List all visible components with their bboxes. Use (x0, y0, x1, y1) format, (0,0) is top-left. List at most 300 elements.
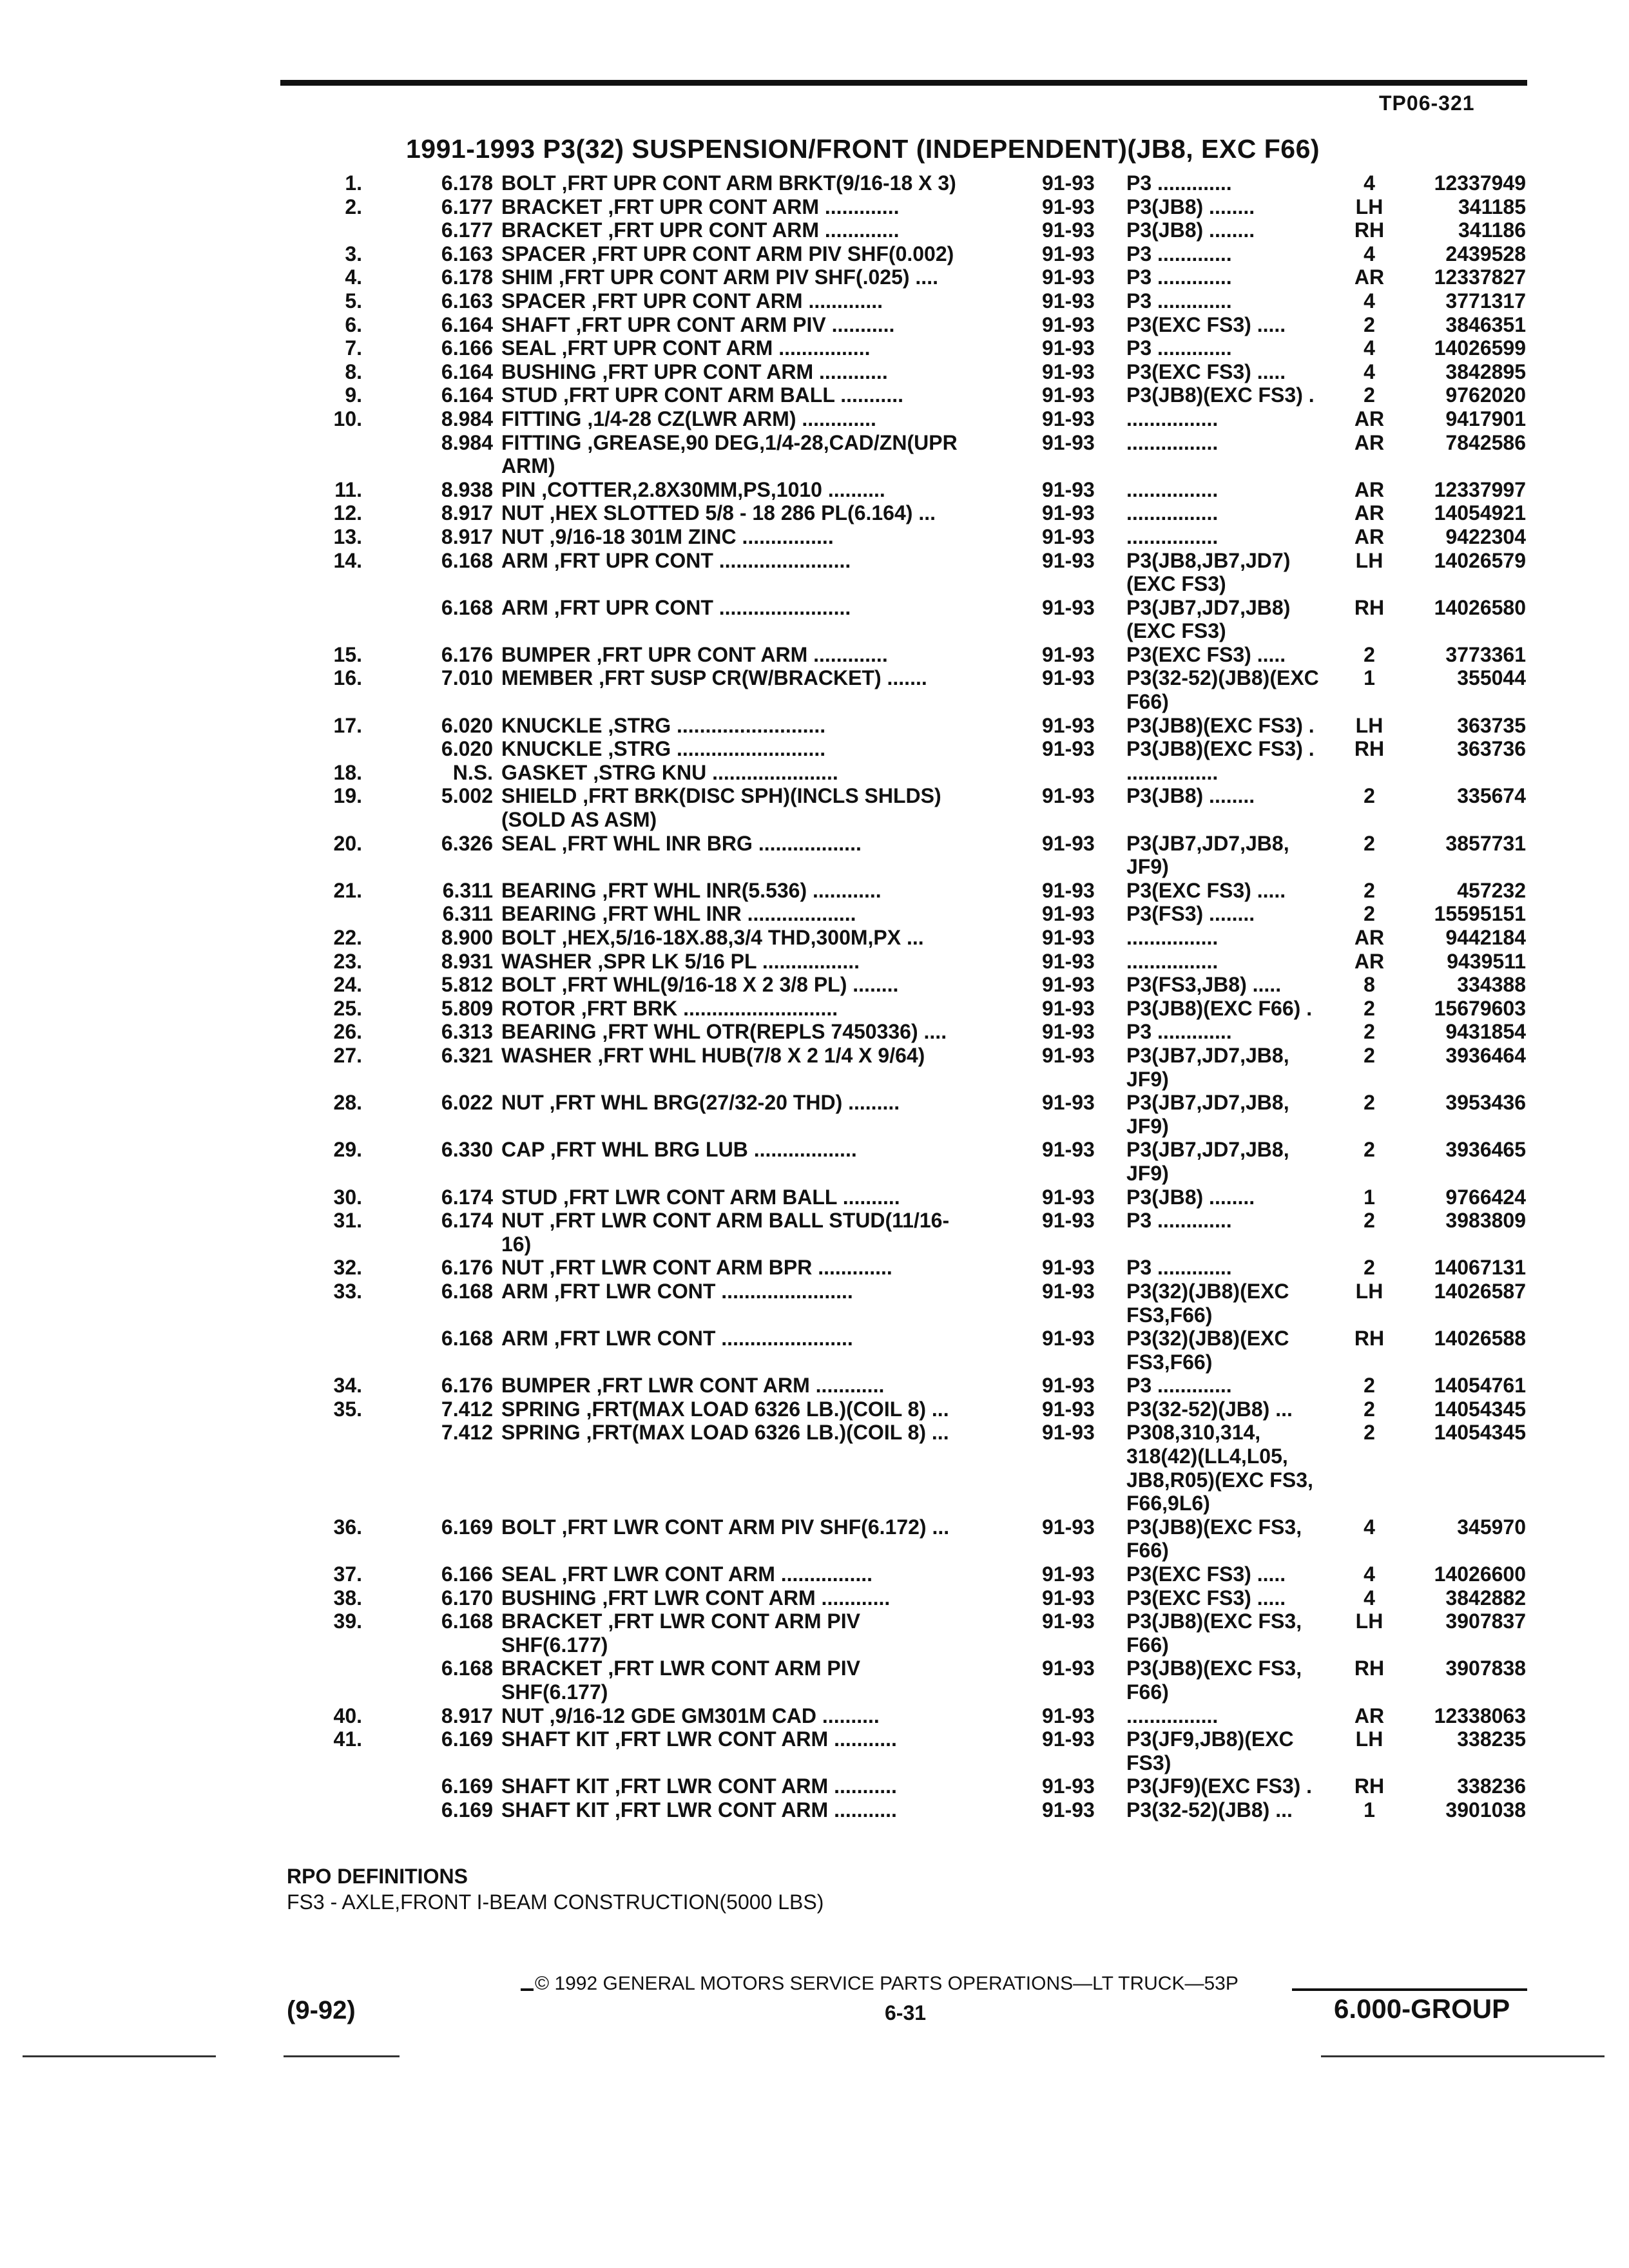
model-years: 91-93 (1042, 265, 1095, 289)
model-years: 91-93 (1042, 1020, 1095, 1044)
part-number: 12337827 (1434, 265, 1526, 289)
part-description: ARM ,FRT UPR CONT ....................... (501, 548, 851, 572)
group-number: 8.984 (441, 407, 493, 430)
table-row (0, 1539, 1629, 1562)
item-number: 33. (333, 1279, 362, 1303)
part-description: BUSHING ,FRT LWR CONT ARM ............ (501, 1586, 891, 1610)
quantity: 1 (1364, 666, 1375, 690)
quantity: RH (1354, 1774, 1385, 1798)
part-number: 14026579 (1434, 548, 1526, 572)
model-usage: P3 ............. (1126, 1209, 1232, 1233)
group-number: 6.163 (441, 242, 493, 265)
quantity: AR (1354, 524, 1385, 548)
part-number: 355044 (1457, 666, 1526, 690)
item-number: 15. (333, 642, 362, 666)
item-number: 5. (345, 289, 362, 312)
part-number: 334388 (1457, 973, 1526, 997)
model-years: 91-93 (1042, 524, 1095, 548)
page-title: 1991-1993 P3(32) SUSPENSION/FRONT (INDEPENDENT)(JB8, EXC F66) (406, 134, 1320, 164)
group-number: 8.931 (441, 949, 493, 973)
item-number: 24. (333, 973, 362, 997)
model-years: 91-93 (1042, 1421, 1095, 1445)
top-rule (280, 80, 1527, 86)
model-usage: P3(32-52)(JB8)(EXC (1126, 666, 1319, 690)
model-years: 91-93 (1042, 949, 1095, 973)
table-row (0, 1586, 1629, 1610)
item-number: 29. (333, 1138, 362, 1162)
part-number: 3953436 (1445, 1091, 1526, 1115)
table-row (0, 690, 1629, 714)
quantity: 2 (1364, 1421, 1375, 1445)
part-description: CAP ,FRT WHL BRG LUB .................. (501, 1138, 857, 1162)
quantity: 4 (1364, 289, 1375, 312)
item-number: 21. (333, 878, 362, 902)
quantity: 2 (1364, 1374, 1375, 1398)
model-usage: FS3,F66) (1126, 1350, 1213, 1374)
model-years: 91-93 (1042, 642, 1095, 666)
table-row (0, 1280, 1629, 1303)
model-years: 91-93 (1042, 878, 1095, 902)
part-number: 14054761 (1434, 1374, 1526, 1398)
model-years: 91-93 (1042, 430, 1095, 454)
group-number: 6.169 (441, 1727, 493, 1751)
part-description: FITTING ,GREASE,90 DEG,1/4-28,CAD/ZN(UPR (501, 430, 958, 454)
group-number: 6.168 (441, 1610, 493, 1633)
item-number: 14. (333, 548, 362, 572)
part-number: 9422304 (1445, 524, 1526, 548)
quantity: AR (1354, 430, 1385, 454)
item-number: 8. (345, 360, 362, 383)
quantity: 2 (1364, 1397, 1375, 1421)
item-number: 13. (333, 524, 362, 548)
item-number: 32. (333, 1256, 362, 1280)
model-usage: ................ (1126, 926, 1219, 949)
model-usage: P3(JB8)(EXC FS3, (1126, 1610, 1302, 1633)
part-description: BUSHING ,FRT UPR CONT ARM ............ (501, 360, 888, 383)
footer-rule-right (1292, 1988, 1527, 1991)
table-row (0, 1091, 1629, 1115)
part-description: SHF(6.177) (501, 1633, 608, 1657)
part-description: BOLT ,FRT LWR CONT ARM PIV SHF(6.172) ... (501, 1515, 950, 1539)
part-number: 2439528 (1445, 242, 1526, 265)
model-years: 91-93 (1042, 195, 1095, 218)
model-usage: P3(JB8) ........ (1126, 195, 1255, 218)
model-usage: P3(32-52)(JB8) ... (1126, 1397, 1293, 1421)
model-usage: (EXC FS3) (1126, 619, 1226, 643)
part-number: 338235 (1457, 1727, 1526, 1751)
model-usage: P3(JB8)(EXC FS3) . (1126, 737, 1315, 761)
part-description: BRACKET ,FRT LWR CONT ARM PIV (501, 1610, 860, 1633)
part-description: SHAFT KIT ,FRT LWR CONT ARM ........... (501, 1798, 897, 1821)
table-row (0, 1209, 1629, 1233)
quantity: RH (1354, 1657, 1385, 1680)
part-number: 3842882 (1445, 1586, 1526, 1610)
part-number: 9431854 (1445, 1020, 1526, 1044)
quantity: 2 (1364, 996, 1375, 1020)
model-usage: P3(JB8)(EXC FS3, (1126, 1515, 1302, 1539)
group-number: 8.938 (441, 477, 493, 501)
footer-rule-left (521, 1988, 534, 1991)
model-usage: P3(EXC FS3) ..... (1126, 1586, 1286, 1610)
model-usage: P3(JB7,JD7,JB8, (1126, 1043, 1289, 1067)
part-description: BEARING ,FRT WHL INR(5.536) ............ (501, 878, 882, 902)
model-usage: P3(JB7,JD7,JB8) (1126, 595, 1291, 619)
table-row (0, 926, 1629, 950)
quantity: 4 (1364, 1586, 1375, 1610)
item-number: 2. (345, 195, 362, 218)
table-row (0, 1798, 1629, 1822)
group-number: 6.168 (441, 548, 493, 572)
table-row (0, 336, 1629, 360)
part-number: 15679603 (1434, 996, 1526, 1020)
model-years: 91-93 (1042, 1209, 1095, 1233)
part-number: 3773361 (1445, 642, 1526, 666)
model-years: 91-93 (1042, 1657, 1095, 1680)
table-row (0, 1303, 1629, 1327)
quantity: 2 (1364, 1020, 1375, 1044)
model-usage: FS3,F66) (1126, 1303, 1213, 1327)
part-number: 9417901 (1445, 407, 1526, 430)
model-years: 91-93 (1042, 831, 1095, 855)
model-years: 91-93 (1042, 1185, 1095, 1209)
item-number: 38. (333, 1586, 362, 1610)
quantity: 2 (1364, 878, 1375, 902)
model-usage: P3(JB8)(EXC FS3, (1126, 1657, 1302, 1680)
model-years: 91-93 (1042, 996, 1095, 1020)
quantity: LH (1355, 1279, 1383, 1303)
part-number: 3936465 (1445, 1138, 1526, 1162)
group-number: 6.166 (441, 1562, 493, 1586)
table-row (0, 832, 1629, 856)
item-number: 31. (333, 1209, 362, 1233)
table-row (0, 1751, 1629, 1775)
model-years: 91-93 (1042, 1327, 1095, 1350)
quantity: AR (1354, 407, 1385, 430)
item-number: 12. (333, 501, 362, 525)
model-years: 91-93 (1042, 595, 1095, 619)
group-number: 6.321 (441, 1043, 493, 1067)
item-number: 26. (333, 1020, 362, 1044)
model-usage: ................ (1126, 760, 1219, 784)
model-usage: JF9) (1126, 1114, 1169, 1138)
model-years: 91-93 (1042, 1774, 1095, 1798)
quantity: 4 (1364, 171, 1375, 195)
part-description: BOLT ,FRT UPR CONT ARM BRKT(9/16-18 X 3) (501, 171, 956, 195)
table-row (0, 879, 1629, 903)
part-description: NUT ,9/16-18 301M ZINC ................ (501, 524, 834, 548)
group-number: 6.168 (441, 1327, 493, 1350)
model-usage: P3(FS3,JB8) ..... (1126, 973, 1282, 997)
part-description: BEARING ,FRT WHL INR ................... (501, 902, 856, 926)
model-usage: P3(JB8) ........ (1126, 218, 1255, 242)
model-years: 91-93 (1042, 336, 1095, 360)
model-usage: P3(EXC FS3) ..... (1126, 360, 1286, 383)
model-years: 91-93 (1042, 666, 1095, 690)
table-row (0, 902, 1629, 926)
quantity: 2 (1364, 902, 1375, 926)
table-row (0, 289, 1629, 313)
group-number: 6.178 (441, 265, 493, 289)
item-number: 39. (333, 1610, 362, 1633)
model-years: 91-93 (1042, 218, 1095, 242)
model-usage: FS3) (1126, 1751, 1171, 1774)
part-description: (SOLD AS ASM) (501, 808, 657, 832)
group-number: 6.020 (441, 737, 493, 761)
model-years: 91-93 (1042, 548, 1095, 572)
table-row (0, 1680, 1629, 1704)
part-number: 3771317 (1445, 289, 1526, 312)
quantity: RH (1354, 218, 1385, 242)
table-row (0, 572, 1629, 596)
quantity: 2 (1364, 784, 1375, 808)
part-number: 14067131 (1434, 1256, 1526, 1280)
part-description: FITTING ,1/4-28 CZ(LWR ARM) ............. (501, 407, 876, 430)
table-row (0, 1727, 1629, 1751)
part-description: SPACER ,FRT UPR CONT ARM PIV SHF(0.002) (501, 242, 954, 265)
model-usage: F66) (1126, 1680, 1169, 1704)
rpo-line: FS3 - AXLE,FRONT I-BEAM CONSTRUCTION(5000 LBS) (287, 1890, 824, 1914)
part-number: 9442184 (1445, 926, 1526, 949)
model-usage: P3(EXC FS3) ..... (1126, 312, 1286, 336)
part-number: 345970 (1457, 1515, 1526, 1539)
part-description: SPRING ,FRT(MAX LOAD 6326 LB.)(COIL 8) ... (501, 1421, 949, 1445)
item-number: 17. (333, 713, 362, 737)
part-description: NUT ,FRT LWR CONT ARM BALL STUD(11/16- (501, 1209, 950, 1233)
table-row (0, 1398, 1629, 1421)
part-description: ARM ,FRT LWR CONT ....................... (501, 1327, 853, 1350)
model-years: 91-93 (1042, 1397, 1095, 1421)
quantity: 2 (1364, 1091, 1375, 1115)
part-description: MEMBER ,FRT SUSP CR(W/BRACKET) ....... (501, 666, 927, 690)
part-description: SHAFT ,FRT UPR CONT ARM PIV ........... (501, 312, 895, 336)
part-description: BEARING ,FRT WHL OTR(REPLS 7450336) .... (501, 1020, 947, 1044)
quantity: 8 (1364, 973, 1375, 997)
part-description: SHAFT KIT ,FRT LWR CONT ARM ........... (501, 1727, 897, 1751)
table-row (0, 855, 1629, 879)
table-row (0, 1610, 1629, 1633)
model-years: 91-93 (1042, 289, 1095, 312)
quantity: LH (1355, 1610, 1383, 1633)
group-number: 6.020 (441, 713, 493, 737)
part-number: 338236 (1457, 1774, 1526, 1798)
model-usage: P3(JB8) ........ (1126, 784, 1255, 808)
quantity: RH (1354, 737, 1385, 761)
part-number: 14026588 (1434, 1327, 1526, 1350)
group-number: 6.166 (441, 336, 493, 360)
model-years: 91-93 (1042, 171, 1095, 195)
group-number: 8.917 (441, 524, 493, 548)
model-usage: 318(42)(LL4,L05, (1126, 1445, 1288, 1468)
part-description: STUD ,FRT LWR CONT ARM BALL .......... (501, 1185, 900, 1209)
group-number: 7.412 (441, 1421, 493, 1445)
table-row (0, 431, 1629, 455)
part-description: BRACKET ,FRT LWR CONT ARM PIV (501, 1657, 860, 1680)
quantity: LH (1355, 548, 1383, 572)
model-usage: ................ (1126, 1704, 1219, 1727)
model-years: 91-93 (1042, 1610, 1095, 1633)
quantity: 2 (1364, 642, 1375, 666)
part-number: 14026599 (1434, 336, 1526, 360)
quantity: 2 (1364, 312, 1375, 336)
quantity: LH (1355, 1727, 1383, 1751)
part-description: KNUCKLE ,STRG .......................... (501, 713, 826, 737)
model-usage: P3 ............. (1126, 1020, 1232, 1044)
model-years: 91-93 (1042, 1374, 1095, 1398)
table-row (0, 1421, 1629, 1445)
group-number: 6.313 (441, 1020, 493, 1044)
bottom-rule-left (23, 2055, 216, 2057)
model-years: 91-93 (1042, 1798, 1095, 1821)
part-number: 3936464 (1445, 1043, 1526, 1067)
quantity: 2 (1364, 1256, 1375, 1280)
model-years: 91-93 (1042, 1586, 1095, 1610)
item-number: 19. (333, 784, 362, 808)
model-usage: F66) (1126, 1633, 1169, 1657)
part-number: 12338063 (1434, 1704, 1526, 1727)
table-row (0, 1633, 1629, 1657)
table-row (0, 1044, 1629, 1068)
model-years: 91-93 (1042, 784, 1095, 808)
table-row (0, 1020, 1629, 1044)
table-row (0, 761, 1629, 785)
part-number: 9439511 (1447, 949, 1526, 973)
model-usage: (EXC FS3) (1126, 572, 1226, 596)
item-number: 40. (333, 1704, 362, 1727)
group-number: 6.169 (441, 1774, 493, 1798)
quantity: 2 (1364, 1043, 1375, 1067)
model-years: 91-93 (1042, 737, 1095, 761)
item-number: 37. (333, 1562, 362, 1586)
model-years: 91-93 (1042, 477, 1095, 501)
table-row (0, 1327, 1629, 1350)
item-number: 41. (333, 1727, 362, 1751)
part-description: SEAL ,FRT UPR CONT ARM ................ (501, 336, 871, 360)
model-usage: F66) (1126, 690, 1169, 714)
part-number: 14054345 (1434, 1397, 1526, 1421)
table-row (0, 383, 1629, 407)
model-usage: P3(JB8)(EXC F66) . (1126, 996, 1313, 1020)
table-row (0, 454, 1629, 478)
table-row (0, 714, 1629, 738)
group-number: 6.174 (441, 1209, 493, 1233)
part-number: 3857731 (1445, 831, 1526, 855)
model-usage: P3(JB7,JD7,JB8, (1126, 1138, 1289, 1162)
part-number: 335674 (1457, 784, 1526, 808)
model-usage: F66,9L6) (1126, 1492, 1210, 1515)
table-row (0, 195, 1629, 219)
part-number: 9762020 (1445, 383, 1526, 407)
table-row (0, 478, 1629, 502)
part-description: NUT ,FRT WHL BRG(27/32-20 THD) ......... (501, 1091, 900, 1115)
group-number: 8.900 (441, 926, 493, 949)
model-usage: P3(JB8)(EXC FS3) . (1126, 713, 1315, 737)
model-usage: ................ (1126, 407, 1219, 430)
model-years: 91-93 (1042, 312, 1095, 336)
date-code: (9-92) (287, 1996, 356, 2024)
table-row (0, 242, 1629, 266)
item-number: 25. (333, 996, 362, 1020)
model-usage: JF9) (1126, 1161, 1169, 1185)
model-years: 91-93 (1042, 1704, 1095, 1727)
item-number: 7. (345, 336, 362, 360)
page-code: TP06-321 (1379, 91, 1475, 115)
group-number: 6.163 (441, 289, 493, 312)
table-row (0, 313, 1629, 337)
model-usage: JB8,R05)(EXC FS3, (1126, 1468, 1313, 1492)
part-description: SHIELD ,FRT BRK(DISC SPH)(INCLS SHLDS) (501, 784, 941, 808)
table-row (0, 1562, 1629, 1586)
model-years: 91-93 (1042, 1138, 1095, 1162)
model-usage: JF9) (1126, 1067, 1169, 1091)
model-years: 91-93 (1042, 1043, 1095, 1067)
table-row (0, 950, 1629, 974)
model-years: 91-93 (1042, 501, 1095, 525)
item-number: 4. (345, 265, 362, 289)
model-years: 91-93 (1042, 1279, 1095, 1303)
quantity: 4 (1364, 360, 1375, 383)
item-number: 18. (333, 760, 362, 784)
quantity: 2 (1364, 831, 1375, 855)
table-row (0, 808, 1629, 832)
part-number: 12337949 (1434, 171, 1526, 195)
table-row (0, 784, 1629, 808)
group-number: 6.176 (441, 642, 493, 666)
group-number: 5.002 (441, 784, 493, 808)
part-description: SPRING ,FRT(MAX LOAD 6326 LB.)(COIL 8) ... (501, 1397, 949, 1421)
part-number: 14026587 (1434, 1279, 1526, 1303)
model-usage: P3 ............. (1126, 1256, 1232, 1280)
model-usage: P3(32)(JB8)(EXC (1126, 1279, 1289, 1303)
quantity: 4 (1364, 1562, 1375, 1586)
group-number: 6.178 (441, 171, 493, 195)
model-usage: P3(EXC FS3) ..... (1126, 1562, 1286, 1586)
quantity: 1 (1364, 1185, 1375, 1209)
table-row (0, 218, 1629, 242)
item-number: 23. (333, 949, 362, 973)
part-description: SEAL ,FRT LWR CONT ARM ................ (501, 1562, 872, 1586)
table-row (0, 619, 1629, 643)
group-number: 6.177 (441, 218, 493, 242)
model-usage: P3(JB8) ........ (1126, 1185, 1255, 1209)
part-description: BRACKET ,FRT UPR CONT ARM ............. (501, 218, 900, 242)
group-number: 6.164 (441, 383, 493, 407)
quantity: 1 (1364, 1798, 1375, 1821)
model-usage: P3 ............. (1126, 1374, 1232, 1398)
model-years: 91-93 (1042, 407, 1095, 430)
table-row (0, 997, 1629, 1021)
item-number: 9. (345, 383, 362, 407)
model-usage: P3 ............. (1126, 242, 1232, 265)
part-number: 15595151 (1434, 902, 1526, 926)
item-number: 27. (333, 1043, 362, 1067)
part-number: 3907837 (1445, 1610, 1526, 1633)
group-number: 6.168 (441, 1279, 493, 1303)
group-number: 6.168 (441, 1657, 493, 1680)
part-number: 7842586 (1445, 430, 1526, 454)
group-number: 7.010 (441, 666, 493, 690)
table-row (0, 1162, 1629, 1186)
table-row (0, 549, 1629, 573)
item-number: 3. (345, 242, 362, 265)
group-number: 5.812 (441, 973, 493, 997)
group-number: 6.311 (442, 902, 493, 926)
part-number: 12337997 (1434, 477, 1526, 501)
part-description: 16) (501, 1232, 532, 1256)
part-number: 14054345 (1434, 1421, 1526, 1445)
table-row (0, 171, 1629, 195)
table-row (0, 1515, 1629, 1539)
group-number: 6.168 (441, 595, 493, 619)
